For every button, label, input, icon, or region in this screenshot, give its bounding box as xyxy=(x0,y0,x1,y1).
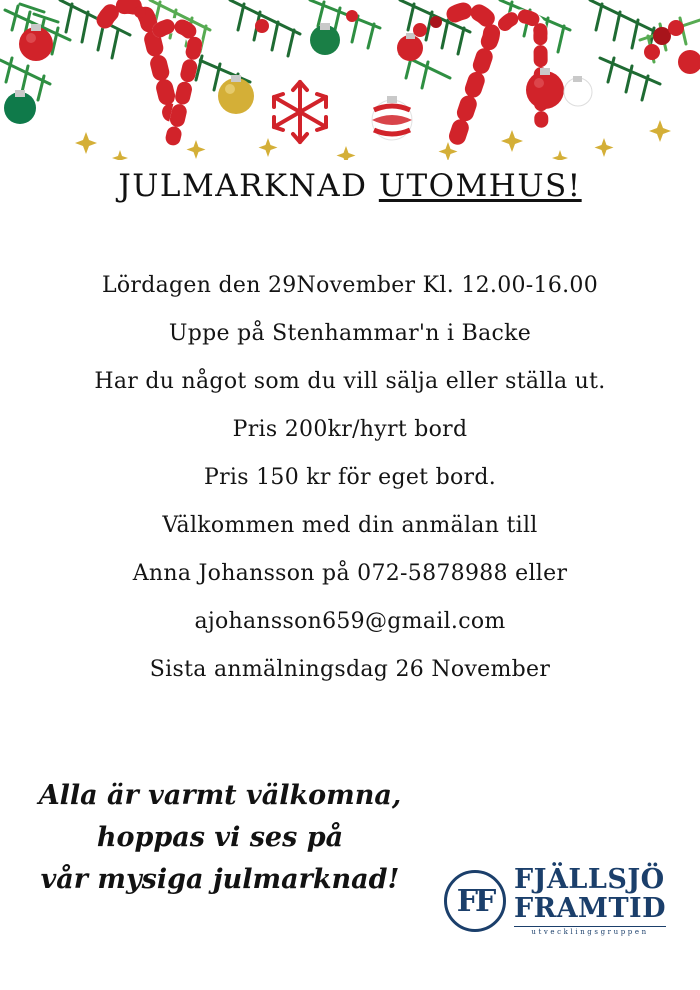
body-line: Lördagen den 29November Kl. 12.00-16.00 xyxy=(101,273,599,298)
body-line: Välkommen med din anmälan till xyxy=(162,513,538,538)
logo-monogram-badge xyxy=(444,870,506,932)
logo-tagline: utvecklingsgruppen xyxy=(514,926,666,936)
contact-email: ajohansson659@gmail.com xyxy=(194,609,506,634)
logo-line-2: FRAMTID xyxy=(514,893,667,924)
logo-line-1: FJÄLLSJÖ xyxy=(514,864,665,895)
logo-monogram-text: FF xyxy=(456,883,494,919)
body-line: Anna Johansson på 072-5878988 eller xyxy=(132,561,568,586)
poster-body xyxy=(0,262,700,694)
body-line: Pris 150 kr för eget bord. xyxy=(203,465,497,490)
poster-closing-message xyxy=(0,775,440,901)
body-line: Uppe på Stenhammar'n i Backe xyxy=(168,321,532,346)
poster-headline xyxy=(0,168,700,204)
logo-wordmark xyxy=(514,866,666,936)
closing-line: hoppas vi ses på xyxy=(96,822,344,853)
closing-line: Alla är varmt välkomna, xyxy=(38,780,402,811)
body-line: Har du något som du vill sälja eller ställa ut. xyxy=(94,369,606,394)
body-line: Pris 200kr/hyrt bord xyxy=(232,417,468,442)
headline-main-text: JULMARKNAD xyxy=(118,168,379,204)
christmas-border-decoration xyxy=(0,0,700,160)
fjallsjo-framtid-logo xyxy=(444,855,676,947)
headline-underlined-text: UTOMHUS! xyxy=(378,168,582,204)
closing-line: vår mysiga julmarknad! xyxy=(40,864,400,895)
body-line: Sista anmälningsdag 26 November xyxy=(149,657,551,682)
border-graphic xyxy=(0,0,700,160)
